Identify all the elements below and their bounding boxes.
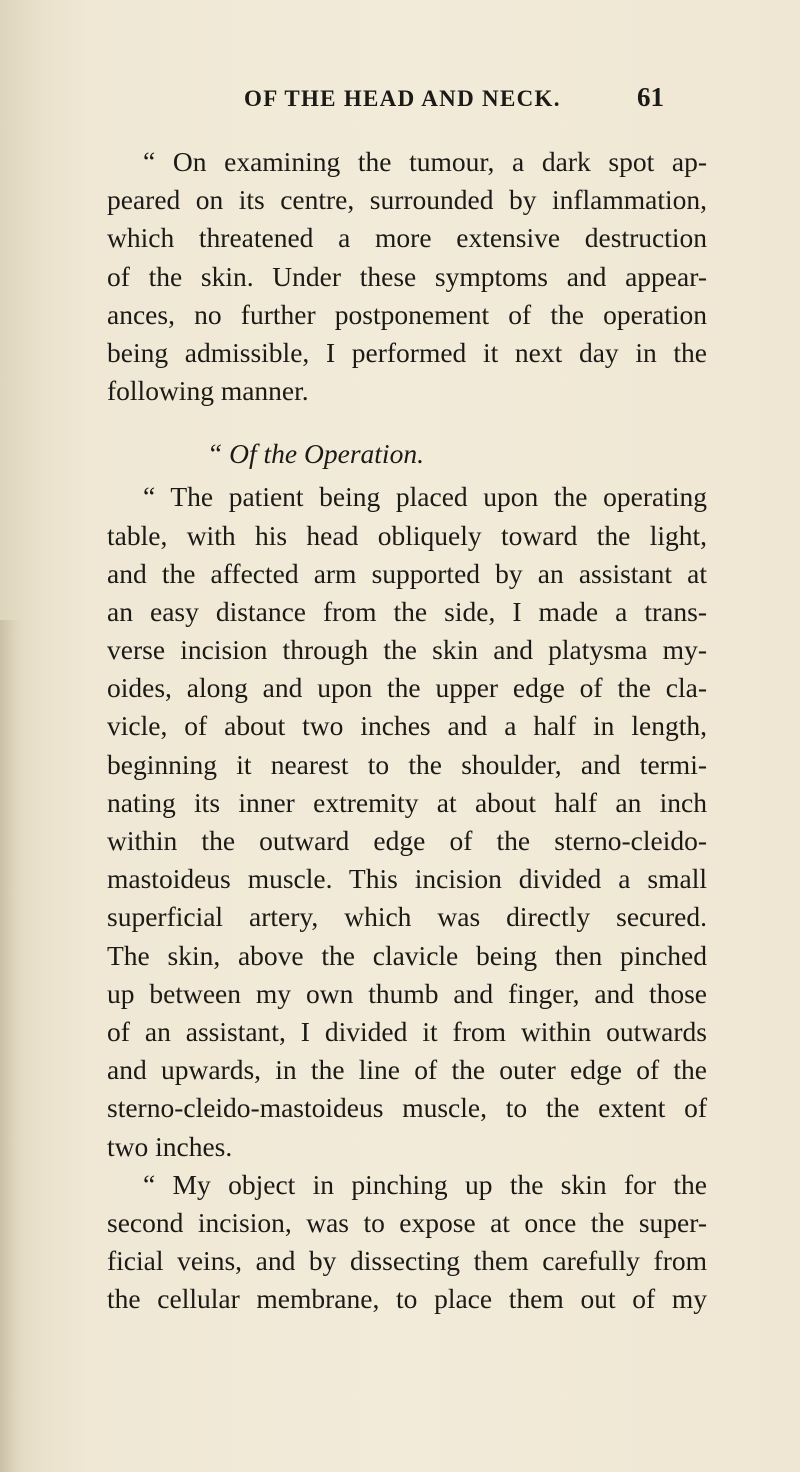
- text-line: being admissible, I performed it next day in the: [107, 336, 707, 368]
- body-text: [107, 143, 707, 1318]
- text-line: of the skin. Under these symptoms and appear-: [107, 260, 707, 292]
- text-line: verse incision through the skin and platysma my-: [107, 634, 707, 666]
- text-line: “ The patient being placed upon the operating: [143, 481, 707, 513]
- running-head: [0, 82, 800, 126]
- text-line: an easy distance from the side, I made a trans-: [107, 595, 707, 627]
- text-line: oides, along and upon the upper edge of the cla-: [107, 672, 707, 704]
- text-line: of an assistant, I divided it from within outwards: [107, 1015, 707, 1047]
- text-line: beginning it nearest to the shoulder, and termi-: [107, 748, 707, 780]
- text-line: mastoideus muscle. This incision divided a small: [107, 863, 707, 895]
- text-line: and upwards, in the line of the outer edge of the: [107, 1054, 707, 1086]
- text-line: table, with his head obliquely toward the light,: [107, 519, 707, 551]
- text-line: “ On examining the tumour, a dark spot ap-: [143, 146, 707, 177]
- text-line: ances, no further postponement of the operation: [107, 298, 707, 330]
- text-line: within the outward edge of the sterno-cleido-: [107, 825, 707, 856]
- page-gutter-shadow: [0, 620, 22, 1472]
- paragraph-2: [107, 478, 707, 1165]
- text-line: up between my own thumb and finger, and those: [107, 977, 707, 1009]
- text-line: and the affected arm supported by an assistant at: [107, 557, 707, 589]
- text-line: superficial artery, which was directly secured.: [107, 901, 707, 933]
- text-line: ficial veins, and by dissecting them carefully from: [107, 1245, 707, 1277]
- text-line: “ My object in pinching up the skin for the: [143, 1168, 707, 1200]
- text-line: nating its inner extremity at about half an inch: [107, 786, 707, 818]
- text-line: the cellular membrane, to place them out of my: [107, 1283, 707, 1315]
- paragraph-3: [107, 1166, 707, 1319]
- text-line: two inches.: [107, 1130, 233, 1162]
- paragraph-1: [107, 143, 707, 410]
- text-line: The skin, above the clavicle being then pinched: [107, 939, 707, 971]
- running-head-title: OF THE HEAD AND NECK.: [244, 86, 561, 111]
- text-line: peared on its centre, surrounded by inflammation,: [107, 184, 707, 216]
- text-line: vicle, of about two inches and a half in length,: [107, 710, 707, 742]
- page-number: 61: [637, 82, 664, 112]
- section-heading: “ Of the Operation.: [207, 438, 424, 470]
- text-line: sterno-cleido-mastoideus muscle, to the extent of: [107, 1092, 707, 1124]
- text-line: which threatened a more extensive destruction: [107, 222, 707, 254]
- text-line: second incision, was to expose at once the super-: [107, 1206, 707, 1238]
- text-line: following manner.: [107, 375, 309, 407]
